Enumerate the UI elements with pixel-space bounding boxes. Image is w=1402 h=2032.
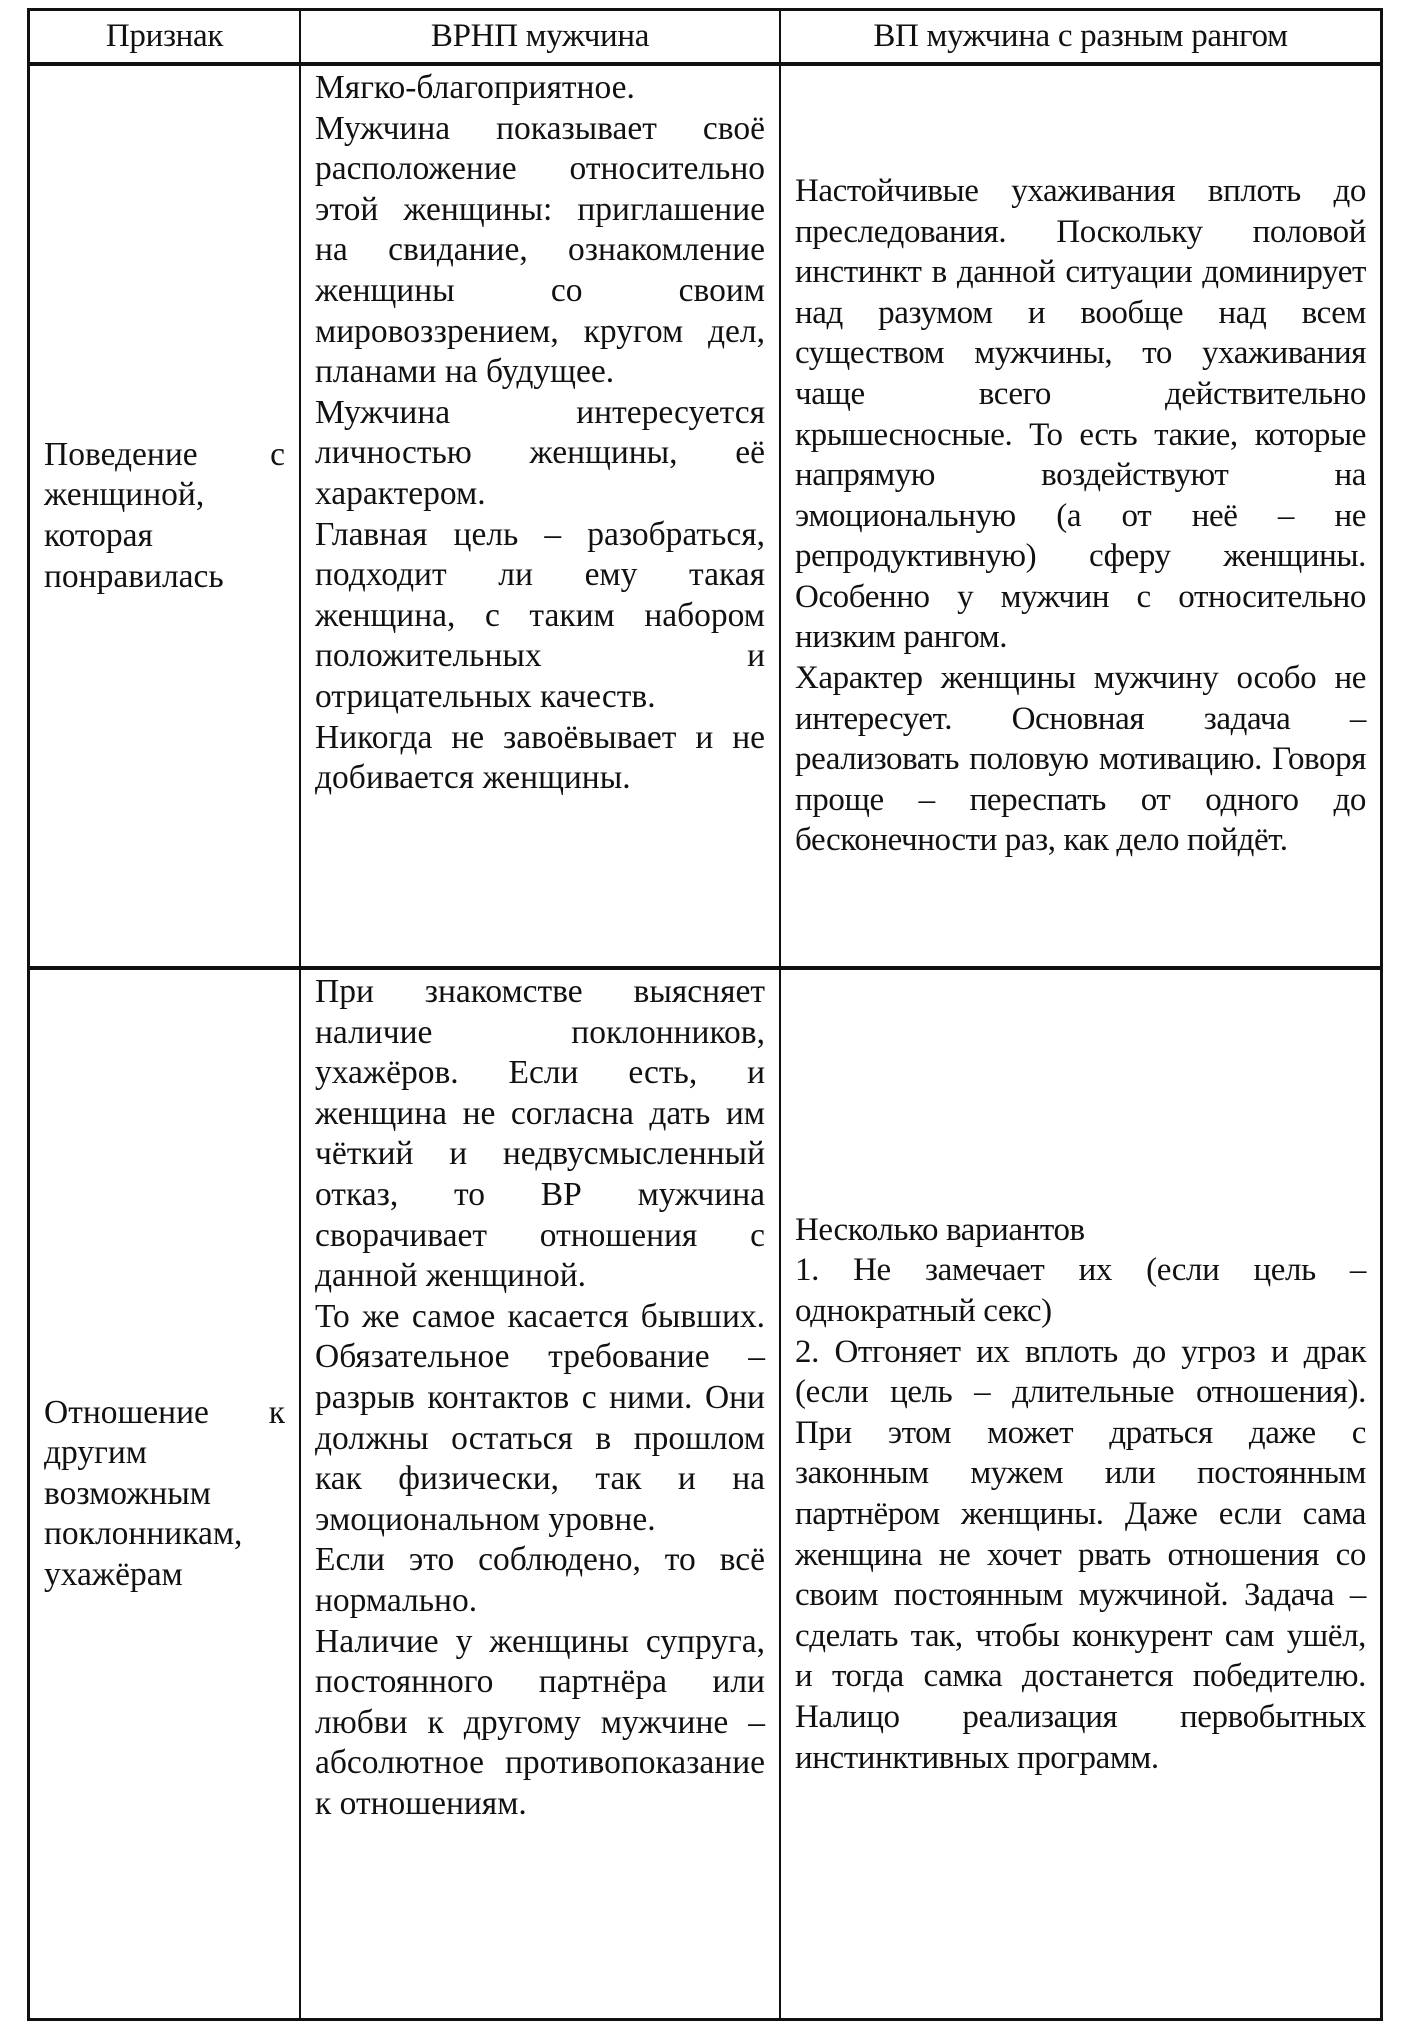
vp-paragraph: 2. Отгоняет их вплоть до угроз и драк (если цель – длительные отношения). При этом может драться даже с законным мужем или постоянным партнёром женщины. Даже если сама женщина не хочет рвать отношения со своим постоянным мужчиной. Задача – сделать так, чтобы конкурент сам ушёл, и тогда самка достанется победителю. Налицо реализация первобытных инстинктивных программ. <box>795 1333 1366 1776</box>
feature-text-block <box>44 1393 285 1596</box>
vrnp-paragraph: Наличие у женщины супруга, постоянного партнёра или любви к другому мужчине – абсолютное противопоказание к отношениям. <box>315 1622 765 1822</box>
vrnp-paragraph: То же самое касается бывших. Обязательное требование – разрыв контактов с ними. Они должны остаться в прошлом как физически, так и на эмоциональном уровне. <box>315 1297 765 1538</box>
header-vrnp-man: ВРНП мужчина <box>301 11 781 62</box>
vp-cell <box>781 66 1380 966</box>
vrnp-text-block <box>315 68 765 799</box>
vp-paragraph: Характер женщины мужчину особо не интересует. Основная задача – реализовать половую мотивацию. Говоря проще – переспать от одного до бесконечности раз, как дело пойдёт. <box>795 660 1366 859</box>
vp-cell <box>781 970 1380 2018</box>
vrnp-paragraph: Если это соблюдено, то всё нормально. <box>315 1541 765 1619</box>
table-row <box>30 970 1380 2018</box>
feature-label: Отношение к другим возможным поклонникам, ухажёрам <box>44 1393 285 1593</box>
vrnp-paragraph: Мужчина показывает своё расположение относительно этой женщины: приглашение на свидание, ознакомление женщины со своим мировоззрением, кругом дел, планами на будущее. <box>315 109 765 391</box>
vp-text-block <box>795 1210 1366 1778</box>
header-vp-man: ВП мужчина с разным рангом <box>873 18 1288 54</box>
vrnp-paragraph: Мягко-благоприятное. <box>315 69 635 106</box>
vp-paragraph: 1. Не замечает их (если цель – однократный секс) <box>795 1252 1366 1330</box>
comparison-table <box>27 8 1383 2021</box>
table-header-row <box>30 11 1380 66</box>
feature-cell <box>30 970 301 2018</box>
vrnp-paragraph: Мужчина интересуется личностью женщины, её характером. <box>315 393 765 512</box>
vrnp-paragraph: Главная цель – разобраться, подходит ли ему такая женщина, с таким набором положительных и отрицательных качеств. <box>315 515 765 715</box>
header-feature: Признак <box>30 11 301 62</box>
vp-paragraph: Несколько вариантов <box>795 1211 1085 1248</box>
feature-text-block <box>44 435 285 597</box>
feature-cell <box>30 66 301 966</box>
vrnp-text-block <box>315 972 765 1824</box>
vp-paragraph: Настойчивые ухаживания вплоть до преследования. Поскольку половой инстинкт в данной ситуации доминирует над разумом и вообще над всем существом мужчины, то ухаживания чаще всего действительно крышесносные. То есть такие, которые напрямую воздействуют на эмоциональную (а от неё – не репродуктивную) сферу женщины. Особенно у мужчин с относительно низким рангом. <box>795 172 1366 656</box>
feature-label: Поведение с женщиной, которая понравилась <box>44 435 285 595</box>
vrnp-cell <box>301 970 781 2018</box>
vrnp-paragraph: Никогда не завоёвывает и не добивается женщины. <box>315 718 765 797</box>
vrnp-cell <box>301 66 781 966</box>
vrnp-paragraph: При знакомстве выясняет наличие поклонников, ухажёров. Если есть, и женщина не согласна дать им чёткий и недвусмысленный отказ, то ВР мужчина сворачивает отношения с данной женщиной. <box>315 973 765 1295</box>
table-row <box>30 66 1380 970</box>
vp-text-block <box>795 171 1366 861</box>
